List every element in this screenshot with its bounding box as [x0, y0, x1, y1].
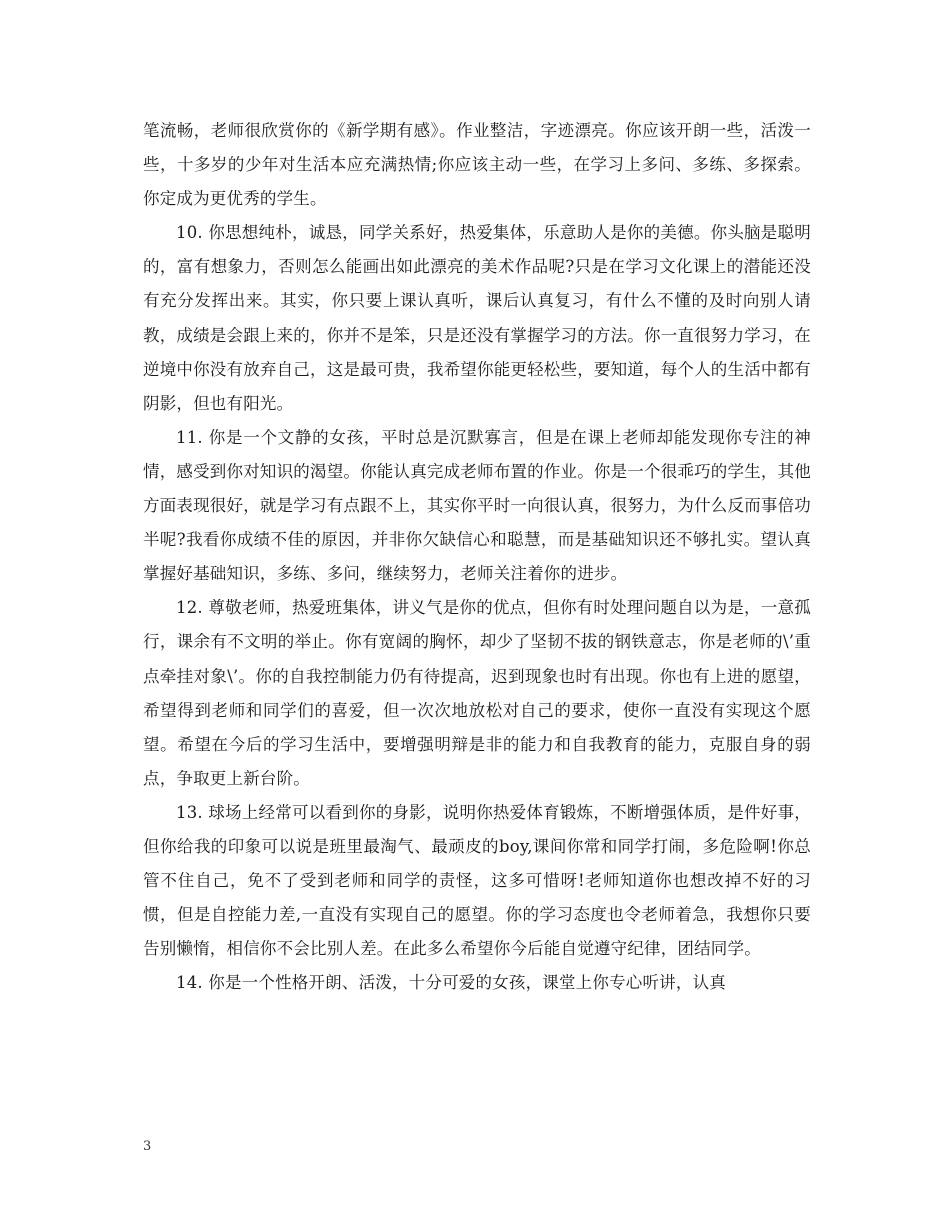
paragraph-comment-14: 14. 你是一个性格开朗、活泼，十分可爱的女孩，课堂上你专心听讲，认真: [176, 973, 726, 993]
paragraph-continuation: 笔流畅，老师很欣赏你的《新学期有感》。作业整洁，字迹漂亮。你应该开朗一些，活泼一些，十多岁的少年对生活本应充满热情;你应该主动一些，在学习上多问、多练、多探索。你定成为更优秀的学生。: [143, 121, 811, 209]
paragraph-comment-12: 12. 尊敬老师，热爱班集体，讲义气是你的优点，但你有时处理问题自以为是，一意孤行，课余有不文明的举止。你有宽阔的胸怀，却少了坚韧不拔的钢铁意志，你是老师的\’重点牵挂对象\’。你的自我控制能力仍有待提高，迟到现象也时有出现。你也有上进的愿望，希望得到老师和同学们的喜爱，但一次次地放松对自己的要求，使你一直没有实现这个愿望。希望在今后的学习生活中，要增强明辩是非的能力和自我教育的能力，克服自身的弱点，争取更上新台阶。: [143, 598, 811, 788]
paragraph-comment-10: 10. 你思想纯朴，诚恳，同学关系好，热爱集体，乐意助人是你的美德。你头脑是聪明的，富有想象力，否则怎么能画出如此漂亮的美术作品呢?只是在学习文化课上的潜能还没有充分发挥出来。其实，你只要上课认真听，课后认真复习，有什么不懂的及时向别人请教，成绩是会跟上来的，你并不是笨，只是还没有掌握学习的方法。你一直很努力学习，在逆境中你没有放弃自己，这是最可贵，我希望你能更轻松些，要知道，每个人的生活中都有阴影，但也有阳光。: [143, 223, 811, 413]
document-body: [143, 114, 811, 1000]
paragraph-comment-11: 11. 你是一个文静的女孩，平时总是沉默寡言，但是在课上老师却能发现你专注的神情，感受到你对知识的渴望。你能认真完成老师布置的作业。你是一个很乖巧的学生，其他方面表现很好，就是学习有点跟不上，其实你平时一向很认真，很努力，为什么反而事倍功半呢?我看你成绩不佳的原因，并非你欠缺信心和聪慧，而是基础知识还不够扎实。望认真掌握好基础知识，多练、多问，继续努力，老师关注着你的进步。: [143, 427, 811, 584]
page-number: 3: [143, 1139, 152, 1154]
paragraph-comment-13: 13. 球场上经常可以看到你的身影，说明你热爱体育锻炼，不断增强体质，是件好事，但你给我的印象可以说是班里最淘气、最顽皮的boy,课间你常和同学打闹，多危险啊!你总管不住自己，免不了受到老师和同学的责怪，这多可惜呀!老师知道你也想改掉不好的习惯，但是自控能力差,一直没有实现自己的愿望。你的学习态度也令老师着急，我想你只要告别懒惰，相信你不会比别人差。在此多么希望你今后能自觉遵守纪律，团结同学。: [143, 802, 811, 959]
